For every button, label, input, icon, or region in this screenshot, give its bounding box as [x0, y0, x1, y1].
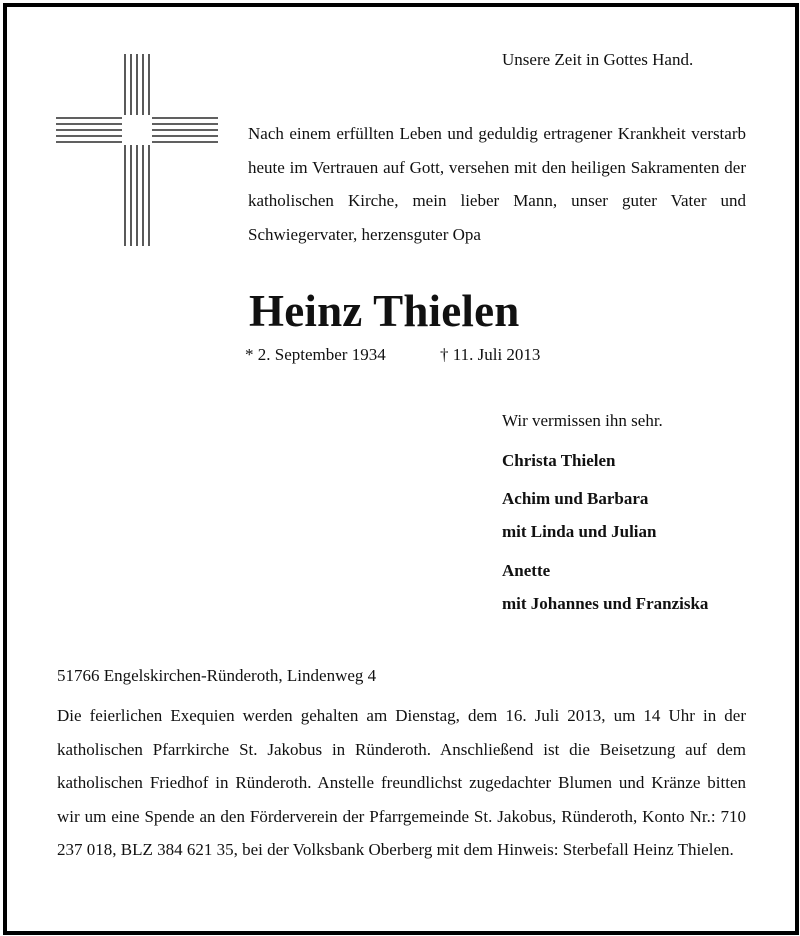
motto: Unsere Zeit in Gottes Hand. — [502, 50, 694, 69]
intro-text: Nach einem erfüllten Leben und geduldig ertragener Krankheit verstarb heute im Vertrauen auf Gott, versehen mit den heiligen Sakramenten der katholischen Kirche, mein lieber Mann, unser guter Vater und Schwiegervater, herzensguter Opa — [248, 124, 746, 244]
mourner-line: mit Johannes und Franziska — [502, 594, 709, 613]
address: 51766 Engelskirchen-Ründeroth, Lindenweg 4 — [57, 666, 377, 685]
funeral-text: Die feierlichen Exequien werden gehalten am Dienstag, dem 16. Juli 2013, um 14 Uhr in der katholischen Pfarrkirche St. Jakobus in Ründeroth. Anschließend ist die Beisetzung auf dem katholischen Friedhof in Ründeroth. Anstelle freundlichst zugedachter Blumen und Kränze bitten wir um eine Spende an den Förderverein der Pfarrgemeinde St. Jakobus, Ründeroth, Konto Nr.: 710 237 018, BLZ 384 621 35, bei der Volksbank Oberberg mit dem Hinweis: Sterbefall Heinz Thielen. — [57, 706, 746, 859]
mourner-line: Achim und Barbara — [502, 489, 649, 508]
birth-date: * 2. September 1934 — [245, 345, 386, 364]
cross-icon — [56, 54, 218, 246]
deceased-name: Heinz Thielen — [249, 286, 520, 336]
mourner-line: Christa Thielen — [502, 451, 616, 470]
mourners-intro: Wir vermissen ihn sehr. — [502, 411, 663, 430]
death-date: † 11. Juli 2013 — [440, 345, 541, 364]
mourner-line: mit Linda und Julian — [502, 522, 657, 541]
mourner-line: Anette — [502, 561, 551, 580]
